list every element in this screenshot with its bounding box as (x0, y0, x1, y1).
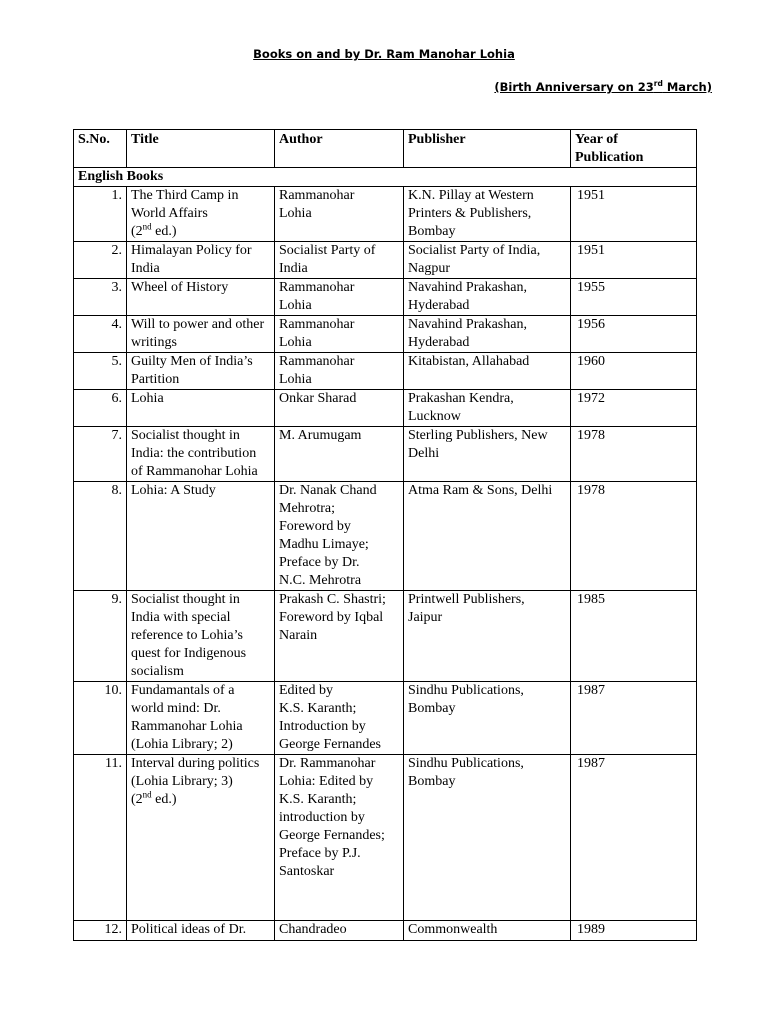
cell-title (127, 279, 275, 316)
cell-author-line: Lohia (279, 372, 312, 387)
cell-publisher-line: Hyderabad (408, 335, 470, 350)
table-row (74, 279, 697, 316)
cell-author-line: Socialist Party of (279, 243, 376, 258)
cell-publisher-line: Navahind Prakashan, (408, 317, 527, 332)
cell-author-line: Introduction by (279, 719, 366, 734)
cell-publisher (404, 427, 571, 482)
cell-publisher (404, 921, 571, 941)
table-row (74, 390, 697, 427)
cell-author (275, 353, 404, 390)
cell-sno: 9. (74, 591, 127, 682)
cell-title-line: Fundamantals of a (131, 683, 235, 698)
cell-publisher-line: Prakashan Kendra, (408, 391, 514, 406)
cell-publisher-line: K.N. Pillay at Western (408, 188, 534, 203)
cell-year: 1955 (571, 279, 697, 316)
cell-publisher-line: Socialist Party of India, (408, 243, 541, 258)
section-row (74, 168, 697, 187)
cell-publisher-line: Hyderabad (408, 298, 470, 313)
cell-publisher-line: Atma Ram & Sons, Delhi (408, 483, 553, 498)
cell-title (127, 316, 275, 353)
cell-author-line: Dr. Nanak Chand (279, 483, 377, 498)
cell-publisher (404, 682, 571, 755)
table-row (74, 755, 697, 921)
cell-author-line: Rammanohar (279, 317, 355, 332)
cell-author (275, 279, 404, 316)
cell-title-line: socialism (131, 664, 184, 679)
subtitle-ordinal: rd (653, 79, 663, 89)
cell-title-line: Partition (131, 372, 180, 387)
cell-publisher (404, 187, 571, 242)
cell-year: 1987 (571, 682, 697, 755)
cell-author (275, 316, 404, 353)
cell-author-line: Narain (279, 628, 318, 643)
cell-sno: 6. (74, 390, 127, 427)
cell-title-line: Lohia (131, 391, 164, 406)
cell-title (127, 242, 275, 279)
header-year-line1: Year of (575, 132, 618, 147)
cell-author-line: Madhu Limaye; (279, 537, 369, 552)
header-title: Title (127, 130, 275, 168)
cell-publisher-line: Printwell Publishers, (408, 592, 525, 607)
cell-title-line: India (131, 261, 160, 276)
header-year-line2: Publication (575, 150, 644, 165)
cell-author-line: Prakash C. Shastri; (279, 592, 386, 607)
cell-year: 1978 (571, 482, 697, 591)
cell-author (275, 242, 404, 279)
cell-publisher-line: Commonwealth (408, 922, 498, 937)
cell-author-line: Foreword by Iqbal (279, 610, 384, 625)
cell-author (275, 921, 404, 941)
cell-author-line: Rammanohar (279, 280, 355, 295)
table-row (74, 482, 697, 591)
cell-title (127, 187, 275, 242)
cell-publisher (404, 755, 571, 921)
cell-sno: 7. (74, 427, 127, 482)
cell-publisher-line: Kitabistan, Allahabad (408, 354, 530, 369)
document-subtitle (494, 80, 712, 94)
cell-publisher-line: Bombay (408, 224, 456, 239)
cell-author-line: Lohia (279, 298, 312, 313)
cell-year: 1951 (571, 242, 697, 279)
cell-title (127, 682, 275, 755)
cell-title-line: Interval during politics (131, 756, 260, 771)
cell-year: 1960 (571, 353, 697, 390)
cell-author-line: Santoskar (279, 864, 335, 879)
cell-author (275, 591, 404, 682)
edition-ordinal: nd (142, 789, 152, 800)
cell-title-line: quest for Indigenous (131, 646, 247, 661)
cell-author-line: George Fernandes; (279, 828, 385, 843)
cell-title-line: writings (131, 335, 177, 350)
table-row (74, 921, 697, 941)
cell-author-line: introduction by (279, 810, 365, 825)
cell-year: 1951 (571, 187, 697, 242)
cell-year: 1985 (571, 591, 697, 682)
cell-author-line: India (279, 261, 308, 276)
cell-title (127, 353, 275, 390)
cell-author-line: Rammanohar (279, 354, 355, 369)
header-publisher: Publisher (404, 130, 571, 168)
cell-sno: 10. (74, 682, 127, 755)
cell-title-line: Lohia: A Study (131, 483, 216, 498)
cell-author-line: Preface by P.J. (279, 846, 361, 861)
cell-publisher-line: Sterling Publishers, New (408, 428, 548, 443)
cell-author (275, 755, 404, 921)
cell-title-line: of Rammanohar Lohia (131, 464, 258, 479)
cell-title (127, 921, 275, 941)
cell-publisher (404, 279, 571, 316)
edition-number: 2 (135, 224, 143, 239)
cell-publisher-line: Sindhu Publications, (408, 756, 524, 771)
cell-title-line: India: the contribution (131, 446, 257, 461)
cell-author (275, 390, 404, 427)
cell-publisher-line: Sindhu Publications, (408, 683, 524, 698)
cell-title-line: World Affairs (131, 206, 208, 221)
cell-publisher-line: Nagpur (408, 261, 450, 276)
cell-publisher-line: Navahind Prakashan, (408, 280, 527, 295)
cell-title (127, 427, 275, 482)
cell-publisher (404, 390, 571, 427)
cell-author-line: Lohia: Edited by (279, 774, 374, 789)
header-year (571, 130, 697, 168)
cell-author-line: Edited by (279, 683, 334, 698)
cell-author-line: Lohia (279, 206, 312, 221)
edition-number: 2 (135, 792, 143, 807)
cell-author-line: K.S. Karanth; (279, 792, 357, 807)
cell-publisher-line: Bombay (408, 774, 456, 789)
table-header-row (74, 130, 697, 168)
cell-publisher-line: Printers & Publishers, (408, 206, 532, 221)
cell-publisher-line: Lucknow (408, 409, 461, 424)
cell-author-line: K.S. Karanth; (279, 701, 357, 716)
cell-year: 1978 (571, 427, 697, 482)
cell-author (275, 187, 404, 242)
cell-author (275, 682, 404, 755)
cell-publisher-line: Delhi (408, 446, 440, 461)
cell-publisher (404, 353, 571, 390)
edition-ordinal: nd (142, 221, 152, 232)
cell-year: 1987 (571, 755, 697, 921)
cell-author-line: George Fernandes (279, 737, 381, 752)
books-table (73, 129, 697, 941)
cell-publisher (404, 316, 571, 353)
cell-author (275, 482, 404, 591)
cell-publisher-line: Bombay (408, 701, 456, 716)
table-row (74, 591, 697, 682)
cell-title (127, 755, 275, 921)
cell-title-line: Rammanohar Lohia (131, 719, 243, 734)
cell-sno: 2. (74, 242, 127, 279)
cell-sno: 12. (74, 921, 127, 941)
document-title: Books on and by Dr. Ram Manohar Lohia (253, 47, 515, 61)
cell-author-line: Chandradeo (279, 922, 347, 937)
cell-title-line: reference to Lohia’s (131, 628, 243, 643)
table-row (74, 353, 697, 390)
section-heading: English Books (74, 168, 697, 187)
edition-suffix: ed.) (151, 224, 177, 239)
cell-sno: 4. (74, 316, 127, 353)
cell-author-line: Rammanohar (279, 188, 355, 203)
table-row (74, 316, 697, 353)
table-row (74, 682, 697, 755)
cell-year: 1972 (571, 390, 697, 427)
cell-title-line: Guilty Men of India’s (131, 354, 253, 369)
cell-publisher (404, 242, 571, 279)
cell-author-line: Mehrotra; (279, 501, 335, 516)
edition-paren: ( (131, 224, 136, 239)
table-row (74, 187, 697, 242)
cell-title-line: The Third Camp in (131, 188, 239, 203)
cell-sno: 1. (74, 187, 127, 242)
cell-publisher (404, 591, 571, 682)
cell-title (127, 591, 275, 682)
cell-title (127, 390, 275, 427)
cell-sno: 3. (74, 279, 127, 316)
edition-suffix: ed.) (151, 792, 177, 807)
cell-title-line: India with special (131, 610, 231, 625)
cell-year: 1956 (571, 316, 697, 353)
cell-author-line: N.C. Mehrotra (279, 573, 362, 588)
header-sno: S.No. (74, 130, 127, 168)
cell-sno: 11. (74, 755, 127, 921)
cell-title (127, 482, 275, 591)
subtitle-text-end: March) (662, 80, 712, 94)
cell-title-line: world mind: Dr. (131, 701, 221, 716)
cell-title-line: Socialist thought in (131, 428, 240, 443)
subtitle-text: (Birth Anniversary on 23 (494, 80, 654, 94)
cell-publisher-line: Jaipur (408, 610, 443, 625)
cell-author-line: M. Arumugam (279, 428, 362, 443)
cell-sno: 5. (74, 353, 127, 390)
cell-sno: 8. (74, 482, 127, 591)
cell-title-line: Will to power and other (131, 317, 265, 332)
cell-title-line: Wheel of History (131, 280, 229, 295)
cell-publisher (404, 482, 571, 591)
cell-author-line: Dr. Rammanohar (279, 756, 376, 771)
cell-author-line: Onkar Sharad (279, 391, 357, 406)
cell-author-line: Lohia (279, 335, 312, 350)
header-author: Author (275, 130, 404, 168)
cell-author (275, 427, 404, 482)
cell-title-line: (Lohia Library; 3) (131, 774, 233, 789)
edition-paren: ( (131, 792, 136, 807)
cell-title-line: Himalayan Policy for (131, 243, 252, 258)
cell-title-line: (Lohia Library; 2) (131, 737, 233, 752)
table-row (74, 427, 697, 482)
table-row (74, 242, 697, 279)
cell-title-line: Political ideas of Dr. (131, 922, 247, 937)
cell-author-line: Preface by Dr. (279, 555, 360, 570)
cell-author-line: Foreword by (279, 519, 351, 534)
cell-title-line: Socialist thought in (131, 592, 240, 607)
cell-year: 1989 (571, 921, 697, 941)
